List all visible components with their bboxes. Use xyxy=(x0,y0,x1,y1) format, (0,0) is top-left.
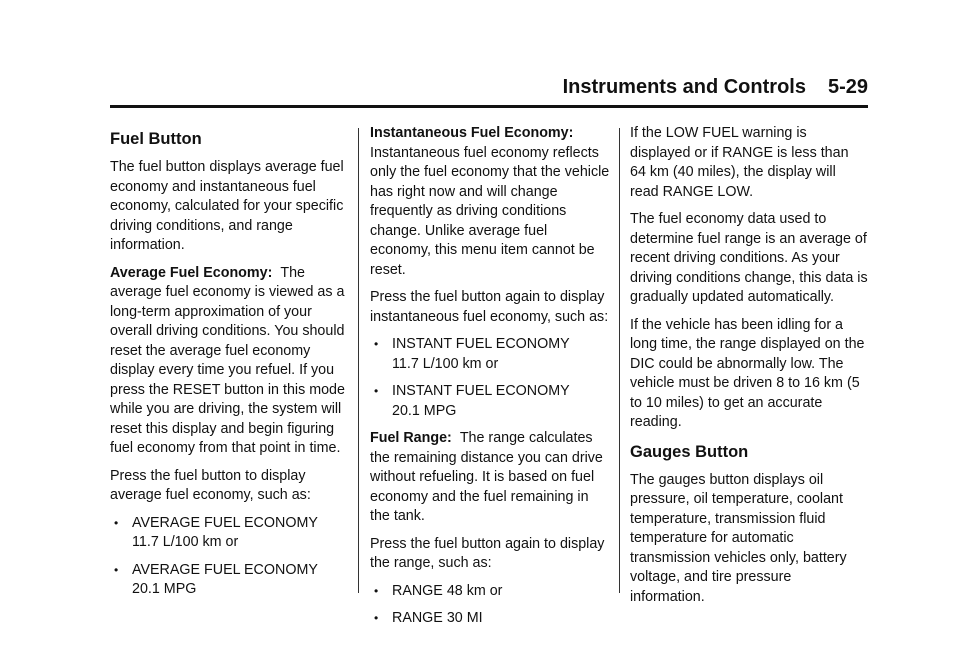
bullet-icon: • xyxy=(374,611,379,625)
gauges-button-heading: Gauges Button xyxy=(630,442,749,461)
bullet-icon: • xyxy=(374,384,379,398)
bullet-line: 11.7 L/100 km or xyxy=(392,355,499,372)
page-header xyxy=(110,76,868,104)
page-number: 5-29 xyxy=(827,76,868,98)
press-fuel-button-text: Press the fuel button to display average fuel economy, such as: xyxy=(110,467,311,503)
bullet-line: 20.1 MPG xyxy=(392,402,457,419)
list-item xyxy=(370,582,610,602)
list-item xyxy=(110,514,346,553)
gauges-button-text: The gauges button displays oil pressure, oil temperature, coolant temperature, transmission fluid temperature for automatic transmission vehicles only, battery voltage, and tire pressure information. xyxy=(630,471,847,605)
low-fuel-paragraph: If the LOW FUEL warning is displayed or if RANGE is less than 64 km (40 miles), the display will read RANGE LOW. xyxy=(630,125,849,200)
press-instantaneous-text: Press the fuel button again to display instantaneous fuel economy, such as: xyxy=(370,289,609,325)
bullet-icon: • xyxy=(114,515,119,530)
bullet-icon: • xyxy=(374,583,379,598)
fuel-range-paragraph xyxy=(370,429,610,527)
list-item xyxy=(110,561,346,600)
average-fuel-economy-text: The average fuel economy is viewed as a long-term approximation of your overall driving conditions. You should reset the average fuel economy display every time you refuel. If you press the RESET button in this mode while you are driving, the system will reset this display and begin figuring fuel economy from that point in time. xyxy=(110,264,345,456)
header-rule xyxy=(110,105,868,108)
bullet-line: 11.7 L/100 km or xyxy=(132,534,239,550)
bullet-line: INSTANT FUEL ECONOMY xyxy=(392,336,570,352)
section-title: Instruments and Controls xyxy=(562,76,806,98)
column-2 xyxy=(370,124,610,637)
fuel-button-intro: The fuel button displays average fuel economy and instantaneous fuel economy, calculated for your specific driving conditions, and range information. xyxy=(110,159,344,253)
bullet-line: 20.1 MPG xyxy=(132,581,197,597)
bullet-line: AVERAGE FUEL ECONOMY xyxy=(132,514,318,531)
column-1 xyxy=(110,124,346,608)
bullet-icon: • xyxy=(374,337,379,351)
instantaneous-fuel-economy-text: Instantaneous fuel economy reflects only the fuel economy that the vehicle has right now and will change frequently as driving conditions change. Unlike average fuel economy, this menu item cannot be reset. xyxy=(370,144,610,278)
bullet-line: RANGE 30 MI xyxy=(392,610,483,626)
bullet-icon: • xyxy=(114,562,119,577)
average-fuel-economy-paragraph xyxy=(110,264,346,459)
column-divider-1 xyxy=(358,128,359,593)
list-item xyxy=(370,335,610,374)
column-divider-2 xyxy=(619,128,620,593)
list-item xyxy=(370,609,610,629)
list-item xyxy=(370,382,610,421)
fuel-button-heading: Fuel Button xyxy=(110,130,202,148)
instantaneous-fuel-economy-paragraph xyxy=(370,124,610,280)
instantaneous-fuel-economy-term: Instantaneous Fuel Economy: xyxy=(370,125,574,141)
fuel-range-term: Fuel Range: xyxy=(370,430,452,446)
bullet-line: RANGE 48 km or xyxy=(392,582,503,599)
fuel-data-paragraph: The fuel economy data used to determine fuel range is an average of recent driving conditions. As your driving conditions change, this data is gradually updated automatically. xyxy=(630,211,868,305)
idling-paragraph: If the vehicle has been idling for a long time, the range displayed on the DIC could be abnormally low. The vehicle must be driven 8 to 16 km (5 to 10 miles) to get an accurate reading. xyxy=(630,316,865,430)
bullet-line: INSTANT FUEL ECONOMY xyxy=(392,383,570,399)
average-fuel-economy-term: Average Fuel Economy: xyxy=(110,264,273,281)
fuel-range-text: The range calculates the remaining distance you can drive without refueling. It is based on fuel economy and the fuel remaining in the tank. xyxy=(370,430,603,524)
press-range-text: Press the fuel button again to display the range, such as: xyxy=(370,535,605,571)
column-3 xyxy=(630,124,868,615)
bullet-line: AVERAGE FUEL ECONOMY xyxy=(132,561,318,578)
